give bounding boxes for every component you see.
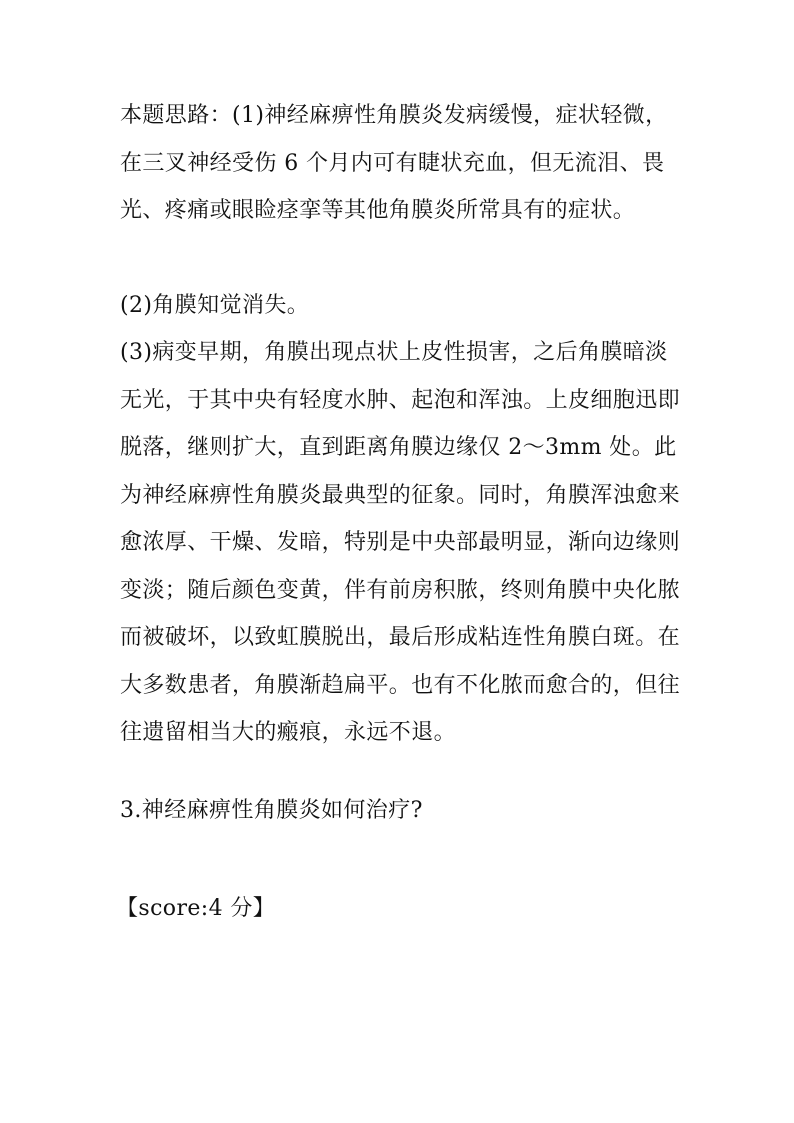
score-label: 【score:4 分】 [116, 896, 276, 921]
answer-paragraph-lesion-course: (3)病变早期，角膜出现点状上皮性损害，之后角膜暗淡无光，于其中央有轻度水肿、起泡和浑浊。上皮细胞迅即脱落，继则扩大，直到距离角膜边缘仅 2～3mm 处。此为神经麻痹性角膜炎最典型的征象。同时，角膜浑浊愈来愈浓厚、干燥、发暗，特别是中央部最明显，渐向边缘则变淡；随后颜色变黄，伴有前房积脓，终则角膜中央化脓而被破坏，以致虹膜脱出，最后形成粘连性角膜白斑。在大多数患者，角膜渐趋扁平。也有不化脓而愈合的，但往往遗留相当大的瘢痕，永远不退。 [120, 340, 681, 745]
question-treatment: 3.神经麻痹性角膜炎如何治疗? [120, 798, 423, 823]
answer-paragraph-sensation: (2)角膜知觉消失。 [120, 293, 310, 318]
answer-paragraph-approach: 本题思路：(1)神经麻痹性角膜炎发病缓慢，症状轻微，在三叉神经受伤 6 个月内可有睫状充血，但无流泪、畏光、疼痛或眼睑痉挛等其他角膜炎所常具有的症状。 [120, 103, 668, 223]
